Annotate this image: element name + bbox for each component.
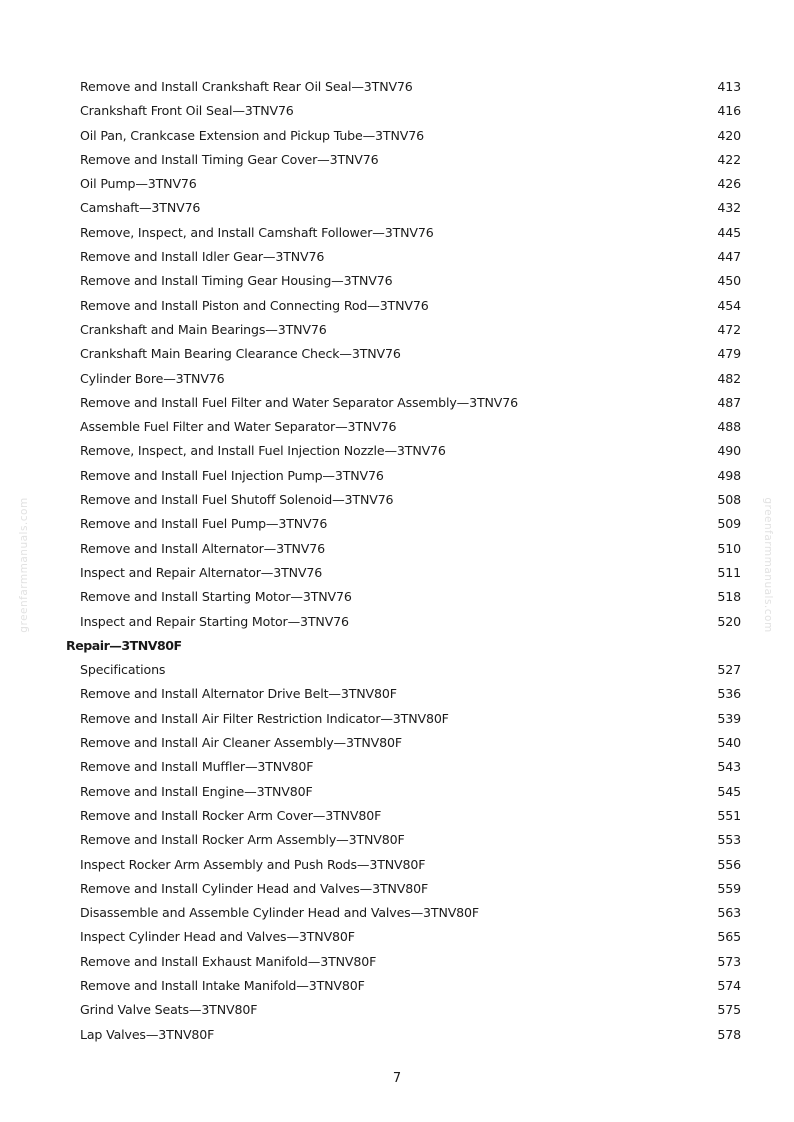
toc-entry-page: 450 (717, 273, 741, 289)
toc-entry-title: Remove and Install Cylinder Head and Valves—3TNV80F (80, 880, 429, 896)
toc-entry-title: Remove and Install Exhaust Manifold—3TNV80F (80, 953, 377, 969)
toc-entry[interactable] (0, 998, 794, 1022)
toc-entry-title: Specifications (80, 662, 166, 678)
toc-entry-title: Crankshaft and Main Bearings—3TNV76 (80, 321, 327, 337)
toc-entry-page: 565 (717, 929, 741, 945)
toc-entry-page: 556 (717, 856, 741, 872)
toc-entry[interactable] (0, 269, 794, 293)
toc-entry[interactable] (0, 561, 794, 585)
toc-entry-page: 509 (717, 516, 741, 532)
toc-entry[interactable] (0, 124, 794, 148)
toc-entry[interactable] (0, 172, 794, 196)
toc-entry-title: Lap Valves—3TNV80F (80, 1026, 215, 1042)
toc-entry-page: 490 (717, 443, 741, 459)
toc-entry[interactable] (0, 1023, 794, 1047)
toc-entry-title: Inspect Cylinder Head and Valves—3TNV80F (80, 929, 355, 945)
toc-entry[interactable] (0, 221, 794, 245)
toc-entry-page: 426 (717, 176, 741, 192)
page-number: 7 (392, 1071, 402, 1086)
toc-entry-page: 559 (717, 880, 741, 896)
toc-entry-page: 445 (717, 224, 741, 240)
toc-entry-page: 416 (717, 103, 741, 119)
toc-entry-page: 575 (717, 1002, 741, 1018)
toc-entry-page: 472 (717, 321, 741, 337)
toc-entry-page: 573 (717, 953, 741, 969)
toc-entry[interactable] (0, 707, 794, 731)
toc-entry-title: Remove and Install Alternator—3TNV76 (80, 540, 325, 556)
toc-entry-title: Remove and Install Timing Gear Housing—3TNV76 (80, 273, 393, 289)
toc-entry[interactable] (0, 512, 794, 536)
toc-entry-title: Remove and Install Air Cleaner Assembly—3TNV80F (80, 735, 402, 751)
toc-entry[interactable] (0, 99, 794, 123)
toc-entry-page: 510 (717, 540, 741, 556)
toc-entry-title: Remove, Inspect, and Install Camshaft Follower—3TNV76 (80, 224, 434, 240)
toc-entry-title: Remove and Install Engine—3TNV80F (80, 783, 313, 799)
toc-entry-title: Crankshaft Front Oil Seal—3TNV76 (80, 103, 294, 119)
toc-entry[interactable] (0, 464, 794, 488)
toc-entry-title: Remove, Inspect, and Install Fuel Injection Nozzle—3TNV76 (80, 443, 446, 459)
toc-entry-page: 518 (717, 589, 741, 605)
watermark-left: greenfarmmanuals.com (18, 497, 30, 633)
toc-entry-title: Remove and Install Fuel Injection Pump—3TNV76 (80, 467, 384, 483)
toc-entry-title: Remove and Install Crankshaft Rear Oil Seal—3TNV76 (80, 79, 413, 94)
toc-entry-title: Inspect and Repair Starting Motor—3TNV76 (80, 613, 349, 629)
toc-entry-title: Cylinder Bore—3TNV76 (80, 370, 225, 386)
toc-entry[interactable] (0, 974, 794, 998)
toc-entry-title: Remove and Install Intake Manifold—3TNV80F (80, 977, 365, 993)
toc-entry-page: 420 (717, 127, 741, 143)
toc-entry-title: Remove and Install Rocker Arm Cover—3TNV80F (80, 807, 382, 823)
toc-entry[interactable] (0, 950, 794, 974)
toc-entry-title: Camshaft—3TNV76 (80, 200, 201, 216)
toc-entry-page: 520 (717, 613, 741, 629)
toc-entry[interactable] (0, 853, 794, 877)
toc-entry-title: Oil Pan, Crankcase Extension and Pickup Tube—3TNV76 (80, 127, 424, 143)
toc-entry[interactable] (0, 488, 794, 512)
toc-entry-page: 574 (717, 977, 741, 993)
toc-entry[interactable] (0, 585, 794, 609)
toc-entry[interactable] (0, 731, 794, 755)
toc-entry-title: Crankshaft Main Bearing Clearance Check—3TNV76 (80, 346, 401, 362)
toc-entry[interactable] (0, 75, 794, 99)
toc-entry-title: Remove and Install Fuel Shutoff Solenoid—3TNV76 (80, 492, 394, 508)
toc-entry-page: 487 (717, 394, 741, 410)
toc-entry[interactable] (0, 196, 794, 220)
toc-entry[interactable] (0, 658, 794, 682)
toc-entry[interactable] (0, 610, 794, 634)
toc-entry-page: 413 (717, 79, 741, 94)
section-heading (0, 634, 794, 658)
toc-entry[interactable] (0, 318, 794, 342)
toc-entry-title: Remove and Install Idler Gear—3TNV76 (80, 249, 325, 265)
toc-entry-page: 454 (717, 297, 741, 313)
toc-entry-page: 511 (717, 564, 741, 580)
toc-entry[interactable] (0, 537, 794, 561)
section-heading-title: Repair—3TNV80F (66, 637, 182, 653)
toc-entry[interactable] (0, 367, 794, 391)
toc-entry-title: Assemble Fuel Filter and Water Separator—3TNV76 (80, 419, 397, 435)
toc-entry-page: 545 (717, 783, 741, 799)
toc-entry-title: Grind Valve Seats—3TNV80F (80, 1002, 258, 1018)
toc-entry[interactable] (0, 804, 794, 828)
toc-entry[interactable] (0, 294, 794, 318)
toc-entry-title: Remove and Install Rocker Arm Assembly—3TNV80F (80, 832, 405, 848)
toc-entry-title: Inspect Rocker Arm Assembly and Push Rods—3TNV80F (80, 856, 426, 872)
toc-entry[interactable] (0, 901, 794, 925)
toc-entry-title: Remove and Install Starting Motor—3TNV76 (80, 589, 352, 605)
toc-entry-title: Remove and Install Muffler—3TNV80F (80, 759, 314, 775)
toc-entry-title: Remove and Install Timing Gear Cover—3TNV76 (80, 151, 379, 167)
toc-entry[interactable] (0, 245, 794, 269)
toc-entry-page: 553 (717, 832, 741, 848)
watermark-right: greenfarmmanuals.com (762, 497, 774, 633)
toc-entry-page: 482 (717, 370, 741, 386)
table-of-contents (0, 75, 794, 1047)
toc-entry-page: 543 (717, 759, 741, 775)
toc-entry-title: Remove and Install Alternator Drive Belt—3TNV80F (80, 686, 397, 702)
toc-entry[interactable] (0, 828, 794, 852)
toc-entry[interactable] (0, 415, 794, 439)
toc-entry-title: Remove and Install Fuel Filter and Water Separator Assembly—3TNV76 (80, 394, 518, 410)
toc-entry-page: 578 (717, 1026, 741, 1042)
toc-entry[interactable] (0, 148, 794, 172)
toc-entry-page: 508 (717, 492, 741, 508)
toc-entry-title: Remove and Install Air Filter Restriction Indicator—3TNV80F (80, 710, 449, 726)
toc-entry-title: Remove and Install Fuel Pump—3TNV76 (80, 516, 328, 532)
toc-entry-page: 539 (717, 710, 741, 726)
toc-entry-page: 536 (717, 686, 741, 702)
toc-entry[interactable] (0, 877, 794, 901)
toc-entry-page: 447 (717, 249, 741, 265)
toc-entry[interactable] (0, 391, 794, 415)
toc-entry-page: 563 (717, 905, 741, 921)
toc-entry-title: Remove and Install Piston and Connecting Rod—3TNV76 (80, 297, 429, 313)
toc-entry[interactable] (0, 780, 794, 804)
toc-entry[interactable] (0, 682, 794, 706)
toc-entry-title: Oil Pump—3TNV76 (80, 176, 197, 192)
toc-entry[interactable] (0, 342, 794, 366)
toc-entry-title: Disassemble and Assemble Cylinder Head and Valves—3TNV80F (80, 905, 480, 921)
toc-entry[interactable] (0, 925, 794, 949)
toc-entry-title: Inspect and Repair Alternator—3TNV76 (80, 564, 323, 580)
toc-entry-page: 422 (717, 151, 741, 167)
toc-entry-page: 551 (717, 807, 741, 823)
toc-entry-page: 527 (717, 662, 741, 678)
toc-entry[interactable] (0, 755, 794, 779)
toc-entry-page: 488 (717, 419, 741, 435)
toc-entry-page: 432 (717, 200, 741, 216)
toc-entry-page: 540 (717, 735, 741, 751)
toc-entry[interactable] (0, 439, 794, 463)
toc-entry-page: 498 (717, 467, 741, 483)
toc-entry-page: 479 (717, 346, 741, 362)
